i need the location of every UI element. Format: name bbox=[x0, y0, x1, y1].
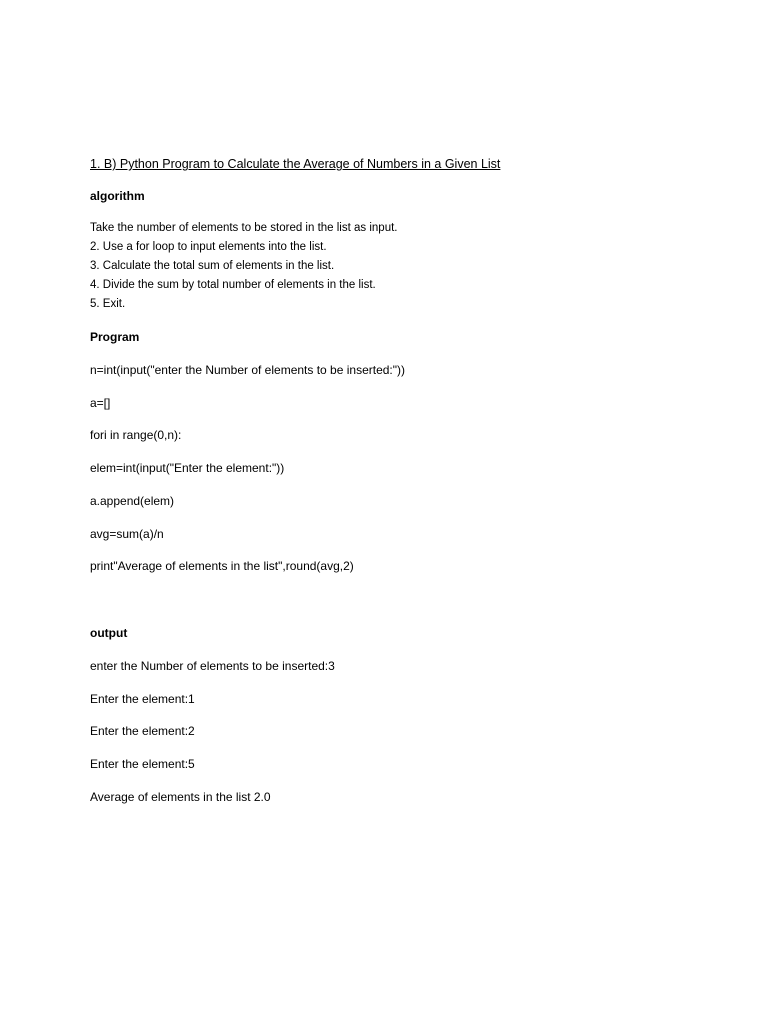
output-line: Enter the element:2 bbox=[90, 724, 195, 738]
output-line: Enter the element:5 bbox=[90, 757, 195, 771]
program-line: avg=sum(a)/n bbox=[90, 527, 164, 541]
algorithm-step: 2. Use a for loop to input elements into the list. bbox=[90, 241, 327, 253]
algorithm-step: Take the number of elements to be stored in the list as input. bbox=[90, 222, 398, 234]
document-title: 1. B) Python Program to Calculate the Average of Numbers in a Given List bbox=[90, 157, 501, 171]
output-line: Average of elements in the list 2.0 bbox=[90, 790, 271, 804]
output-line: Enter the element:1 bbox=[90, 692, 195, 706]
algorithm-step: 4. Divide the sum by total number of elements in the list. bbox=[90, 279, 376, 291]
program-line: elem=int(input("Enter the element:")) bbox=[90, 461, 285, 475]
program-line: n=int(input("enter the Number of elements to be inserted:")) bbox=[90, 363, 406, 377]
program-line: print"Average of elements in the list",round(avg,2) bbox=[90, 559, 354, 573]
output-heading: output bbox=[90, 626, 128, 640]
program-line: fori in range(0,n): bbox=[90, 428, 182, 442]
algorithm-heading: algorithm bbox=[90, 189, 145, 203]
program-heading: Program bbox=[90, 330, 140, 344]
program-line: a.append(elem) bbox=[90, 494, 175, 508]
output-line: enter the Number of elements to be inserted:3 bbox=[90, 659, 335, 673]
program-line: a=[] bbox=[90, 396, 111, 410]
algorithm-step: 5. Exit. bbox=[90, 298, 126, 310]
algorithm-step: 3. Calculate the total sum of elements in the list. bbox=[90, 260, 335, 272]
